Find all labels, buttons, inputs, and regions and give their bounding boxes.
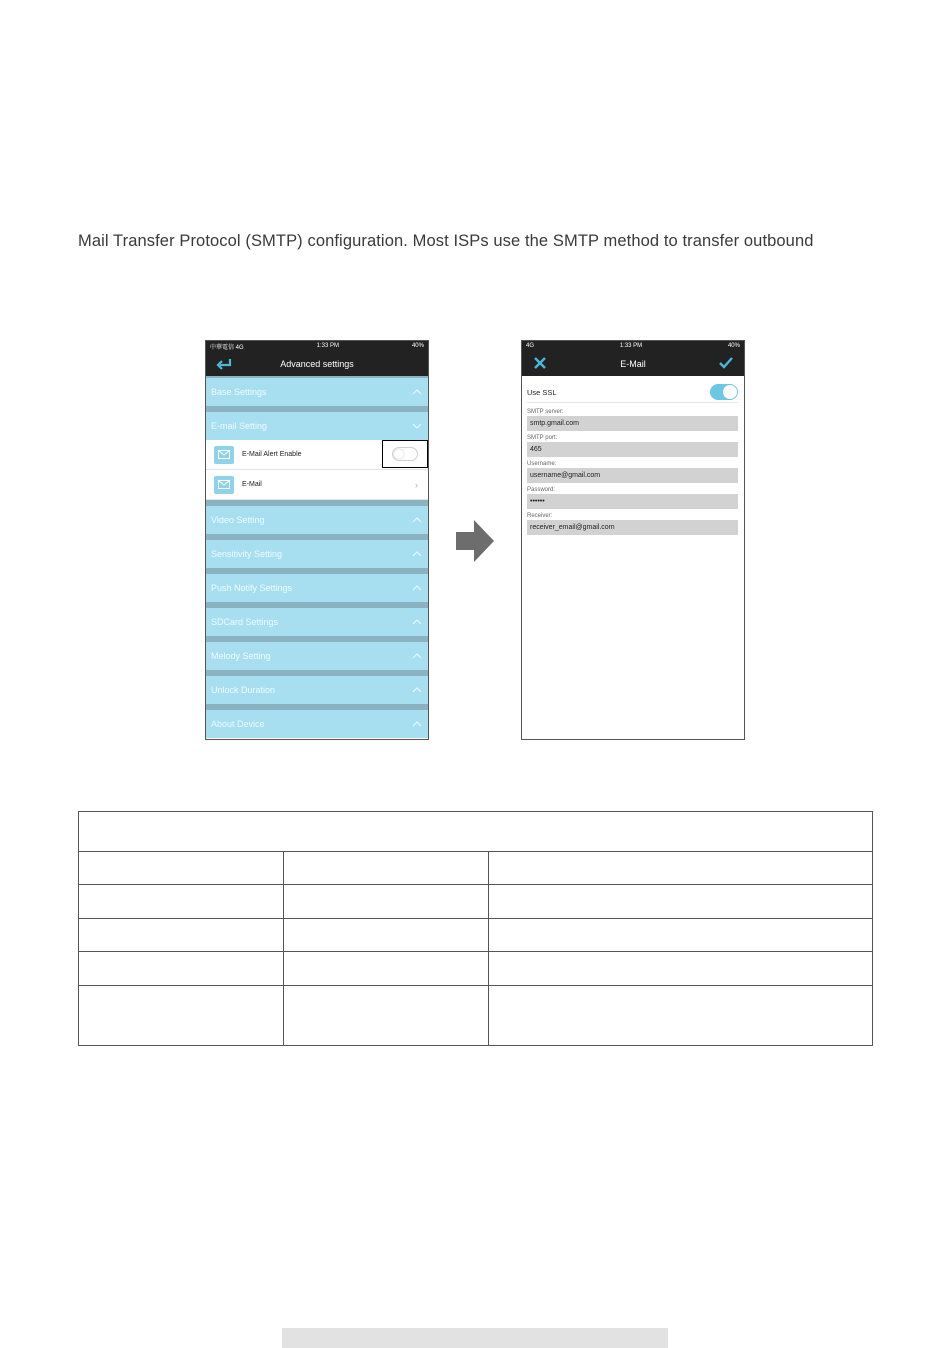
smtp-server-label: SMTP server: [527, 409, 564, 415]
screen-title: E-Mail [620, 358, 646, 369]
section-label: E-mail Setting [211, 421, 268, 431]
battery-label: 40% [411, 343, 424, 349]
envelope-icon [214, 446, 234, 464]
table-cell [284, 952, 489, 986]
section-melody-setting[interactable] [206, 636, 428, 670]
table-row [79, 885, 873, 919]
table-cell [79, 986, 284, 1046]
table-cell [284, 885, 489, 919]
smtp-port-label: SMTP port: [527, 435, 558, 441]
username-label: Username: [527, 461, 557, 467]
chevron-up-icon [412, 686, 422, 694]
section-label: Sensitivity Setting [211, 549, 283, 559]
section-label: Push Notify Settings [211, 583, 293, 593]
table-cell [489, 952, 873, 986]
table-header-row [79, 812, 873, 852]
back-icon[interactable] [216, 356, 232, 370]
email-form [522, 376, 744, 535]
use-ssl-toggle[interactable] [710, 384, 738, 400]
table-row [79, 986, 873, 1046]
chevron-up-icon [412, 652, 422, 660]
table-row [79, 919, 873, 952]
checkmark-icon[interactable] [718, 356, 734, 370]
email-alert-toggle[interactable] [392, 447, 418, 461]
chevron-up-icon [412, 388, 422, 396]
receiver-label: Receiver: [527, 513, 553, 519]
table-row [79, 852, 873, 885]
section-about-device[interactable] [206, 704, 428, 738]
nav-bar [206, 351, 428, 376]
table-cell [284, 986, 489, 1046]
row-email[interactable] [206, 470, 428, 500]
password-input[interactable]: •••••• [527, 494, 738, 509]
time-label: 1:33 PM [619, 343, 643, 349]
receiver-input[interactable]: receiver_email@gmail.com [527, 520, 738, 535]
email-settings-screen [521, 340, 745, 740]
battery-label: 40% [727, 343, 740, 349]
section-sdcard-settings[interactable] [206, 602, 428, 636]
table-cell [284, 919, 489, 952]
section-unlock-duration[interactable] [206, 670, 428, 704]
chevron-up-icon [412, 516, 422, 524]
time-label: 1:33 PM [316, 343, 339, 349]
carrier-label: 4G [526, 343, 535, 349]
section-label: Unlock Duration [211, 685, 276, 695]
chevron-up-icon [412, 584, 422, 592]
smtp-server-input[interactable]: smtp.gmail.com [527, 416, 738, 431]
section-label: Video Setting [211, 515, 265, 525]
chevron-up-icon [412, 550, 422, 558]
chevron-up-icon [412, 618, 422, 626]
screen-title: Advanced settings [280, 358, 354, 369]
carrier-label: 中華電信 4G [210, 344, 244, 351]
smtp-port-input[interactable]: 465 [527, 442, 738, 457]
table-cell [489, 852, 873, 885]
section-email-setting[interactable] [206, 406, 428, 440]
use-ssl-row [527, 382, 738, 403]
footer-bar [282, 1328, 668, 1348]
close-icon[interactable] [532, 356, 548, 370]
table-row [79, 952, 873, 986]
table-cell [489, 919, 873, 952]
table-cell [79, 952, 284, 986]
nav-bar [522, 351, 744, 376]
section-push-notify-settings[interactable] [206, 568, 428, 602]
settings-table [78, 811, 873, 1046]
password-label: Password: [527, 487, 556, 493]
table-cell [489, 986, 873, 1046]
table-cell [79, 812, 873, 852]
envelope-icon [214, 476, 234, 494]
arrow-right-icon [456, 520, 494, 562]
chevron-down-icon [412, 422, 422, 430]
section-label: About Device [211, 719, 265, 729]
section-video-setting[interactable] [206, 500, 428, 534]
section-label: SDCard Settings [211, 617, 279, 627]
table-cell [284, 852, 489, 885]
use-ssl-label: Use SSL [527, 387, 557, 397]
highlight-box [382, 440, 428, 468]
advanced-settings-screen [205, 340, 429, 740]
table-cell [79, 919, 284, 952]
intro-text: Mail Transfer Protocol (SMTP) configuration. Most ISPs use the SMTP method to transfer outbound [78, 232, 814, 250]
section-label: Base Settings [211, 387, 267, 397]
table-cell [79, 852, 284, 885]
status-bar [206, 341, 428, 351]
row-label: E-Mail Alert Enable [242, 451, 302, 458]
section-label: Melody Setting [211, 651, 271, 661]
table-cell [79, 885, 284, 919]
table-cell [489, 885, 873, 919]
section-sensitivity-setting[interactable] [206, 534, 428, 568]
username-input[interactable]: username@gmail.com [527, 468, 738, 483]
status-bar [522, 341, 744, 351]
chevron-right-icon: › [415, 479, 418, 490]
row-email-alert-enable [206, 440, 428, 470]
section-base-settings[interactable] [206, 376, 428, 406]
row-label: E-Mail [242, 481, 262, 488]
chevron-up-icon [412, 720, 422, 728]
